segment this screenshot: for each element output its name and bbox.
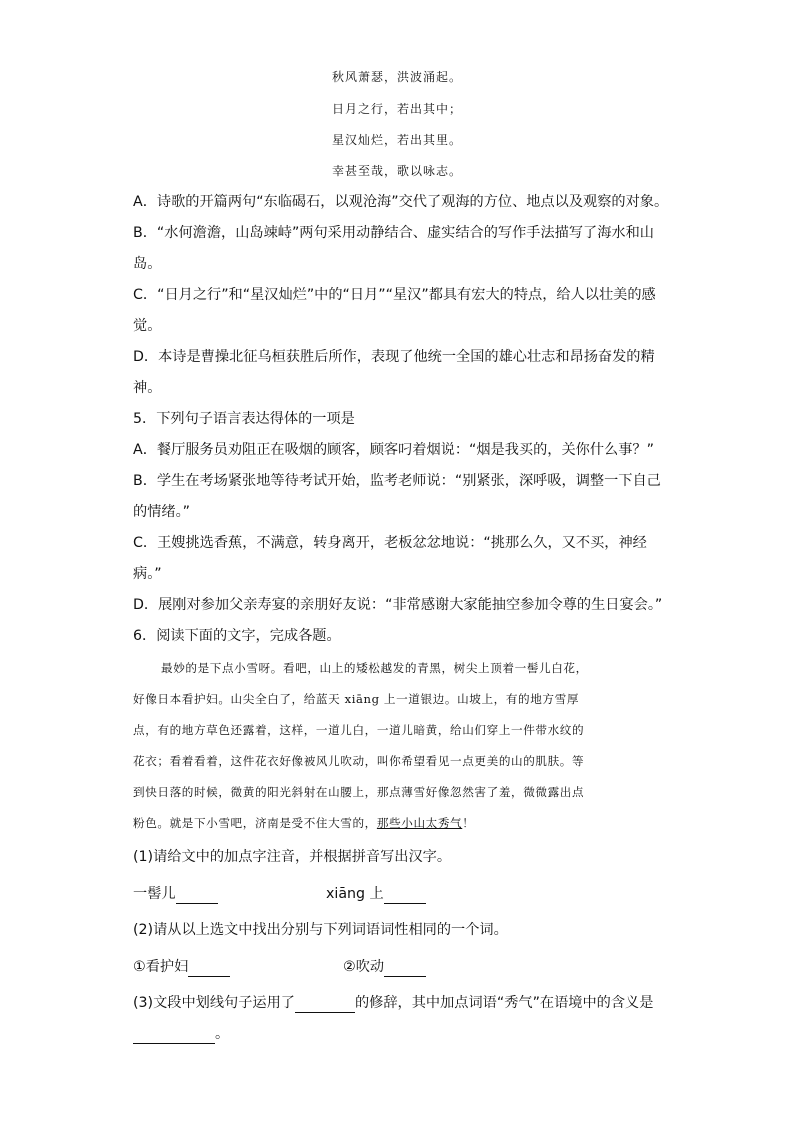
answer-blank-1[interactable] bbox=[176, 889, 218, 904]
answer-blank-2[interactable] bbox=[384, 889, 426, 904]
passage-line-6 bbox=[133, 815, 663, 831]
q4-option-d-line1: D．本诗是曹操北征乌桓获胜后所作，表现了他统一全国的雄心壮志和昂扬奋发的精 bbox=[133, 349, 655, 365]
sub1-item-b bbox=[326, 884, 426, 904]
q6-sub1-answers bbox=[133, 884, 673, 904]
answer-blank-5[interactable] bbox=[295, 998, 355, 1013]
answer-blank-3[interactable] bbox=[188, 962, 230, 977]
sub2-item-b bbox=[343, 957, 426, 977]
poem-line-3: 星汉灿烂，若出其里。 bbox=[331, 133, 462, 147]
q6-sub1: (1)请给文中的加点字注音，并根据拼音写出汉字。 bbox=[133, 849, 452, 865]
q4-option-c-line2: 觉。 bbox=[133, 318, 162, 334]
q4-option-d-line2: 神。 bbox=[133, 380, 162, 396]
passage-line-2: 好像日本看护妇。山尖全白了，给蓝天 xiāng 上一道银边。山坡上，有的地方雪厚 bbox=[133, 692, 580, 706]
passage-line-5: 到快日落的时候，微黄的阳光斜射在山腰上，那点薄雪好像忽然害了羞，微微露出点 bbox=[133, 785, 585, 799]
sub2-label-a: ①看护妇 bbox=[133, 959, 189, 975]
sub3-text-post: 的修辞，其中加点词语“秀气”在语境中的含义是 bbox=[354, 995, 654, 1011]
q4-option-a: A．诗歌的开篇两句“东临碣石，以观沧海”交代了观海的方位、地点以及观察的对象。 bbox=[133, 194, 669, 210]
q5-option-b-line2: 的情绪。” bbox=[133, 504, 191, 520]
sub3-end-mark: 。 bbox=[215, 1026, 230, 1042]
q6-stem: 6．阅读下面的文字，完成各题。 bbox=[133, 628, 341, 644]
q5-option-c-line2: 病。” bbox=[133, 566, 162, 582]
poem-line-4: 幸甚至哉，歌以咏志。 bbox=[331, 164, 462, 178]
q5-option-c-line1: C．王嫂挑选香蕉，不满意，转身离开，老板忿忿地说：“挑那么久，又不买，神经 bbox=[133, 535, 647, 551]
q4-option-c-line1: C．“日月之行”和“星汉灿烂”中的“日月”“星汉”都具有宏大的特点，给人以壮美的感 bbox=[133, 287, 656, 303]
q5-option-a: A．餐厅服务员劝阻正在吸烟的顾客，顾客叼着烟说：“烟是我买的，关你什么事？” bbox=[133, 442, 654, 458]
poem-line-1: 秋风萧瑟，洪波涌起。 bbox=[331, 70, 462, 84]
q5-option-d: D．展刚对参加父亲寿宴的亲朋好友说：“非常感谢大家能抽空参加令尊的生日宴会。” bbox=[133, 597, 663, 613]
q5-stem: 5．下列句子语言表达得体的一项是 bbox=[133, 411, 355, 427]
q6-sub3 bbox=[133, 993, 673, 1013]
sub2-label-b: ②吹动 bbox=[343, 959, 385, 975]
answer-blank-6[interactable] bbox=[133, 1029, 215, 1044]
q6-sub2: (2)请从以上选文中找出分别与下列词语词性相同的一个词。 bbox=[133, 922, 508, 938]
passage-text: 粉色。就是下小雪吧，济南是受不住大雪的， bbox=[133, 816, 377, 830]
q5-option-b-line1: B．学生在考场紧张地等待考试开始，监考老师说：“别紧张，深呼吸，调整一下自己 bbox=[133, 473, 661, 489]
q4-option-b-line2: 岛。 bbox=[133, 256, 162, 272]
poem-line-2: 日月之行，若出其中； bbox=[331, 102, 462, 116]
q6-sub2-answers bbox=[133, 957, 673, 977]
passage-end-mark: ！ bbox=[462, 816, 475, 830]
passage-line-3: 点，有的地方草色还露着，这样，一道儿白，一道儿暗黄，给山们穿上一件带水纹的 bbox=[133, 723, 585, 737]
sub1-label-a: 一髻儿 bbox=[133, 886, 176, 902]
sub1-label-b: xiāng 上 bbox=[326, 886, 384, 902]
passage-line-1: 最妙的是下点小雪呀。看吧，山上的矮松越发的青黑，树尖上顶着一髻儿白花， bbox=[161, 661, 588, 675]
underlined-sentence: 那些小山太秀气 bbox=[376, 816, 463, 830]
q4-option-b-line1: B．“水何澹澹，山岛竦峙”两句采用动静结合、虚实结合的写作手法描写了海水和山 bbox=[133, 225, 654, 241]
sub3-text-pre: (3)文段中划线句子运用了 bbox=[133, 995, 295, 1011]
q6-sub3-line2 bbox=[133, 1024, 673, 1044]
passage-line-4: 花衣；看着看着，这件花衣好像被风儿吹动，叫你希望看见一点更美的山的肌肤。等 bbox=[133, 754, 585, 768]
answer-blank-4[interactable] bbox=[384, 962, 426, 977]
